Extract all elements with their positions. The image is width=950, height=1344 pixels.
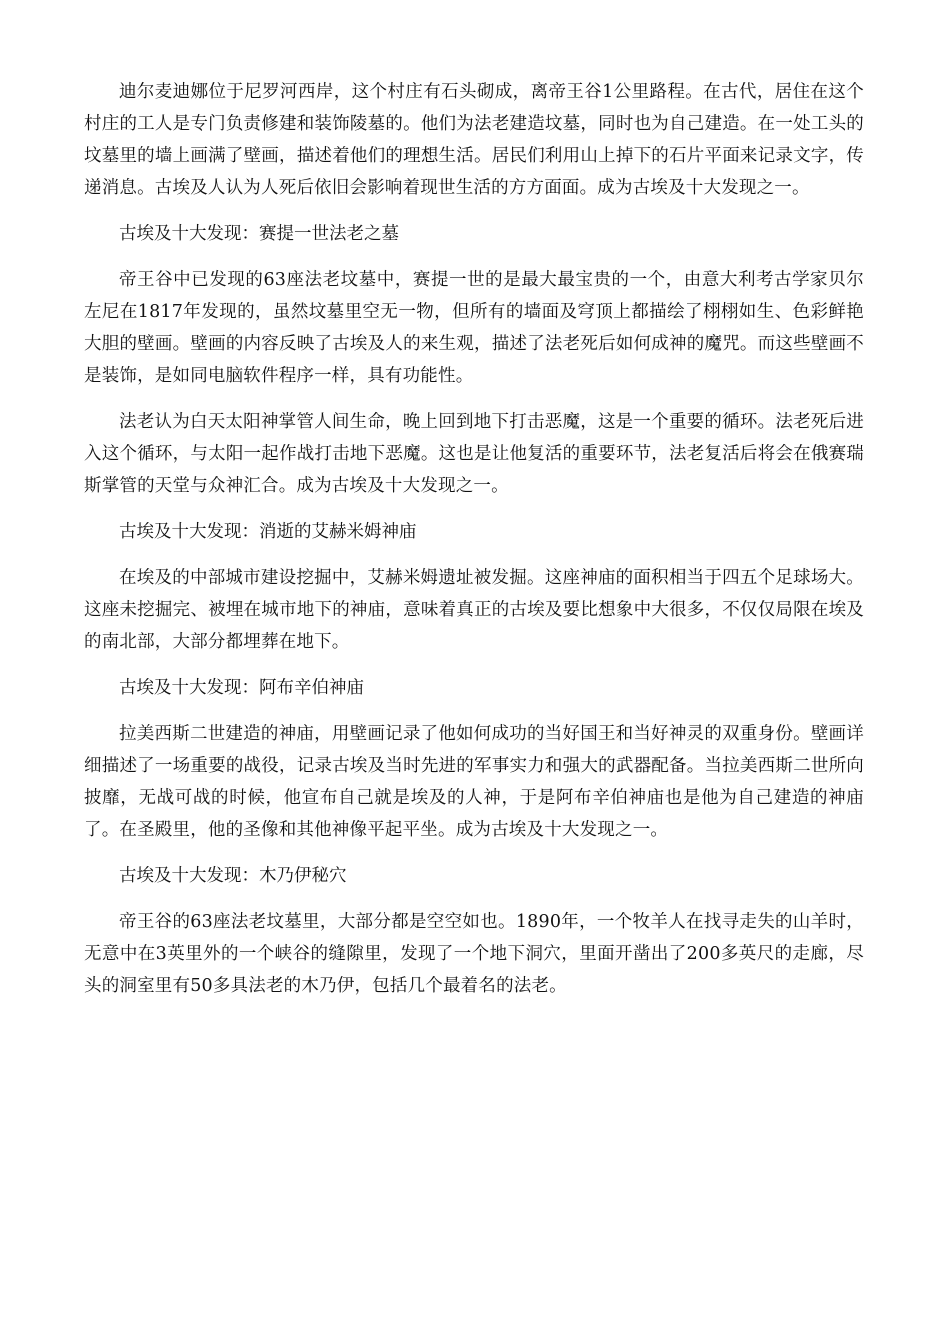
section-heading-akhmim-temple: 古埃及十大发现：消逝的艾赫米姆神庙 — [119, 522, 417, 542]
section-heading-abu-simbel: 古埃及十大发现：阿布辛伯神庙 — [119, 678, 364, 698]
section-heading-seti-tomb: 古埃及十大发现：赛提一世法老之墓 — [119, 224, 399, 244]
paragraph-mummy-cache: 帝王谷的63座法老坟墓里，大部分都是空空如也。1890年，一个牧羊人在找寻走失的山羊时，无意中在3英里外的一个峡谷的缝隙里，发现了一个地下洞穴，里面开凿出了200多英尺的走廊，尽头的洞室里有50多具法老的木乃伊，包括几个最着名的法老。 — [84, 912, 864, 996]
section-heading-mummy-cache: 古埃及十大发现：木乃伊秘穴 — [119, 866, 347, 886]
paragraph-akhmim-temple: 在埃及的中部城市建设挖掘中，艾赫米姆遗址被发掘。这座神庙的面积相当于四五个足球场大。这座未挖掘完、被埋在城市地下的神庙，意味着真正的古埃及要比想象中大很多，不仅仅局限在埃及的南北部，大部分都埋葬在地下。 — [84, 568, 864, 652]
paragraph-pharaoh-cycle: 法老认为白天太阳神掌管人间生命，晚上回到地下打击恶魔，这是一个重要的循环。法老死后进入这个循环，与太阳一起作战打击地下恶魔。这也是让他复活的重要环节，法老复活后将会在俄赛瑞斯掌管的天堂与众神汇合。成为古埃及十大发现之一。 — [84, 412, 864, 496]
paragraph-abu-simbel: 拉美西斯二世建造的神庙，用壁画记录了他如何成功的当好国王和当好神灵的双重身份。壁画详细描述了一场重要的战役，记录古埃及当时先进的军事实力和强大的武器配备。当拉美西斯二世所向披靡，无战可战的时候，他宣布自己就是埃及的人神，于是阿布辛伯神庙也是他为自己建造的神庙了。在圣殿里，他的圣像和其他神像平起平坐。成为古埃及十大发现之一。 — [84, 724, 864, 840]
paragraph-deir-el-medina: 迪尔麦迪娜位于尼罗河西岸，这个村庄有石头砌成，离帝王谷1公里路程。在古代，居住在这个村庄的工人是专门负责修建和装饰陵墓的。他们为法老建造坟墓，同时也为自己建造。在一处工头的坟墓里的墙上画满了壁画，描述着他们的理想生活。居民们利用山上掉下的石片平面来记录文字，传递消息。古埃及人认为人死后依旧会影响着现世生活的方方面面。成为古埃及十大发现之一。 — [84, 82, 864, 198]
document-page — [84, 76, 864, 1016]
paragraph-seti-tomb: 帝王谷中已发现的63座法老坟墓中，赛提一世的是最大最宝贵的一个，由意大利考古学家贝尔左尼在1817年发现的，虽然坟墓里空无一物，但所有的墙面及穹顶上都描绘了栩栩如生、色彩鲜艳大胆的壁画。壁画的内容反映了古埃及人的来生观，描述了法老死后如何成神的魔咒。而这些壁画不是装饰，是如同电脑软件程序一样，具有功能性。 — [84, 270, 864, 386]
